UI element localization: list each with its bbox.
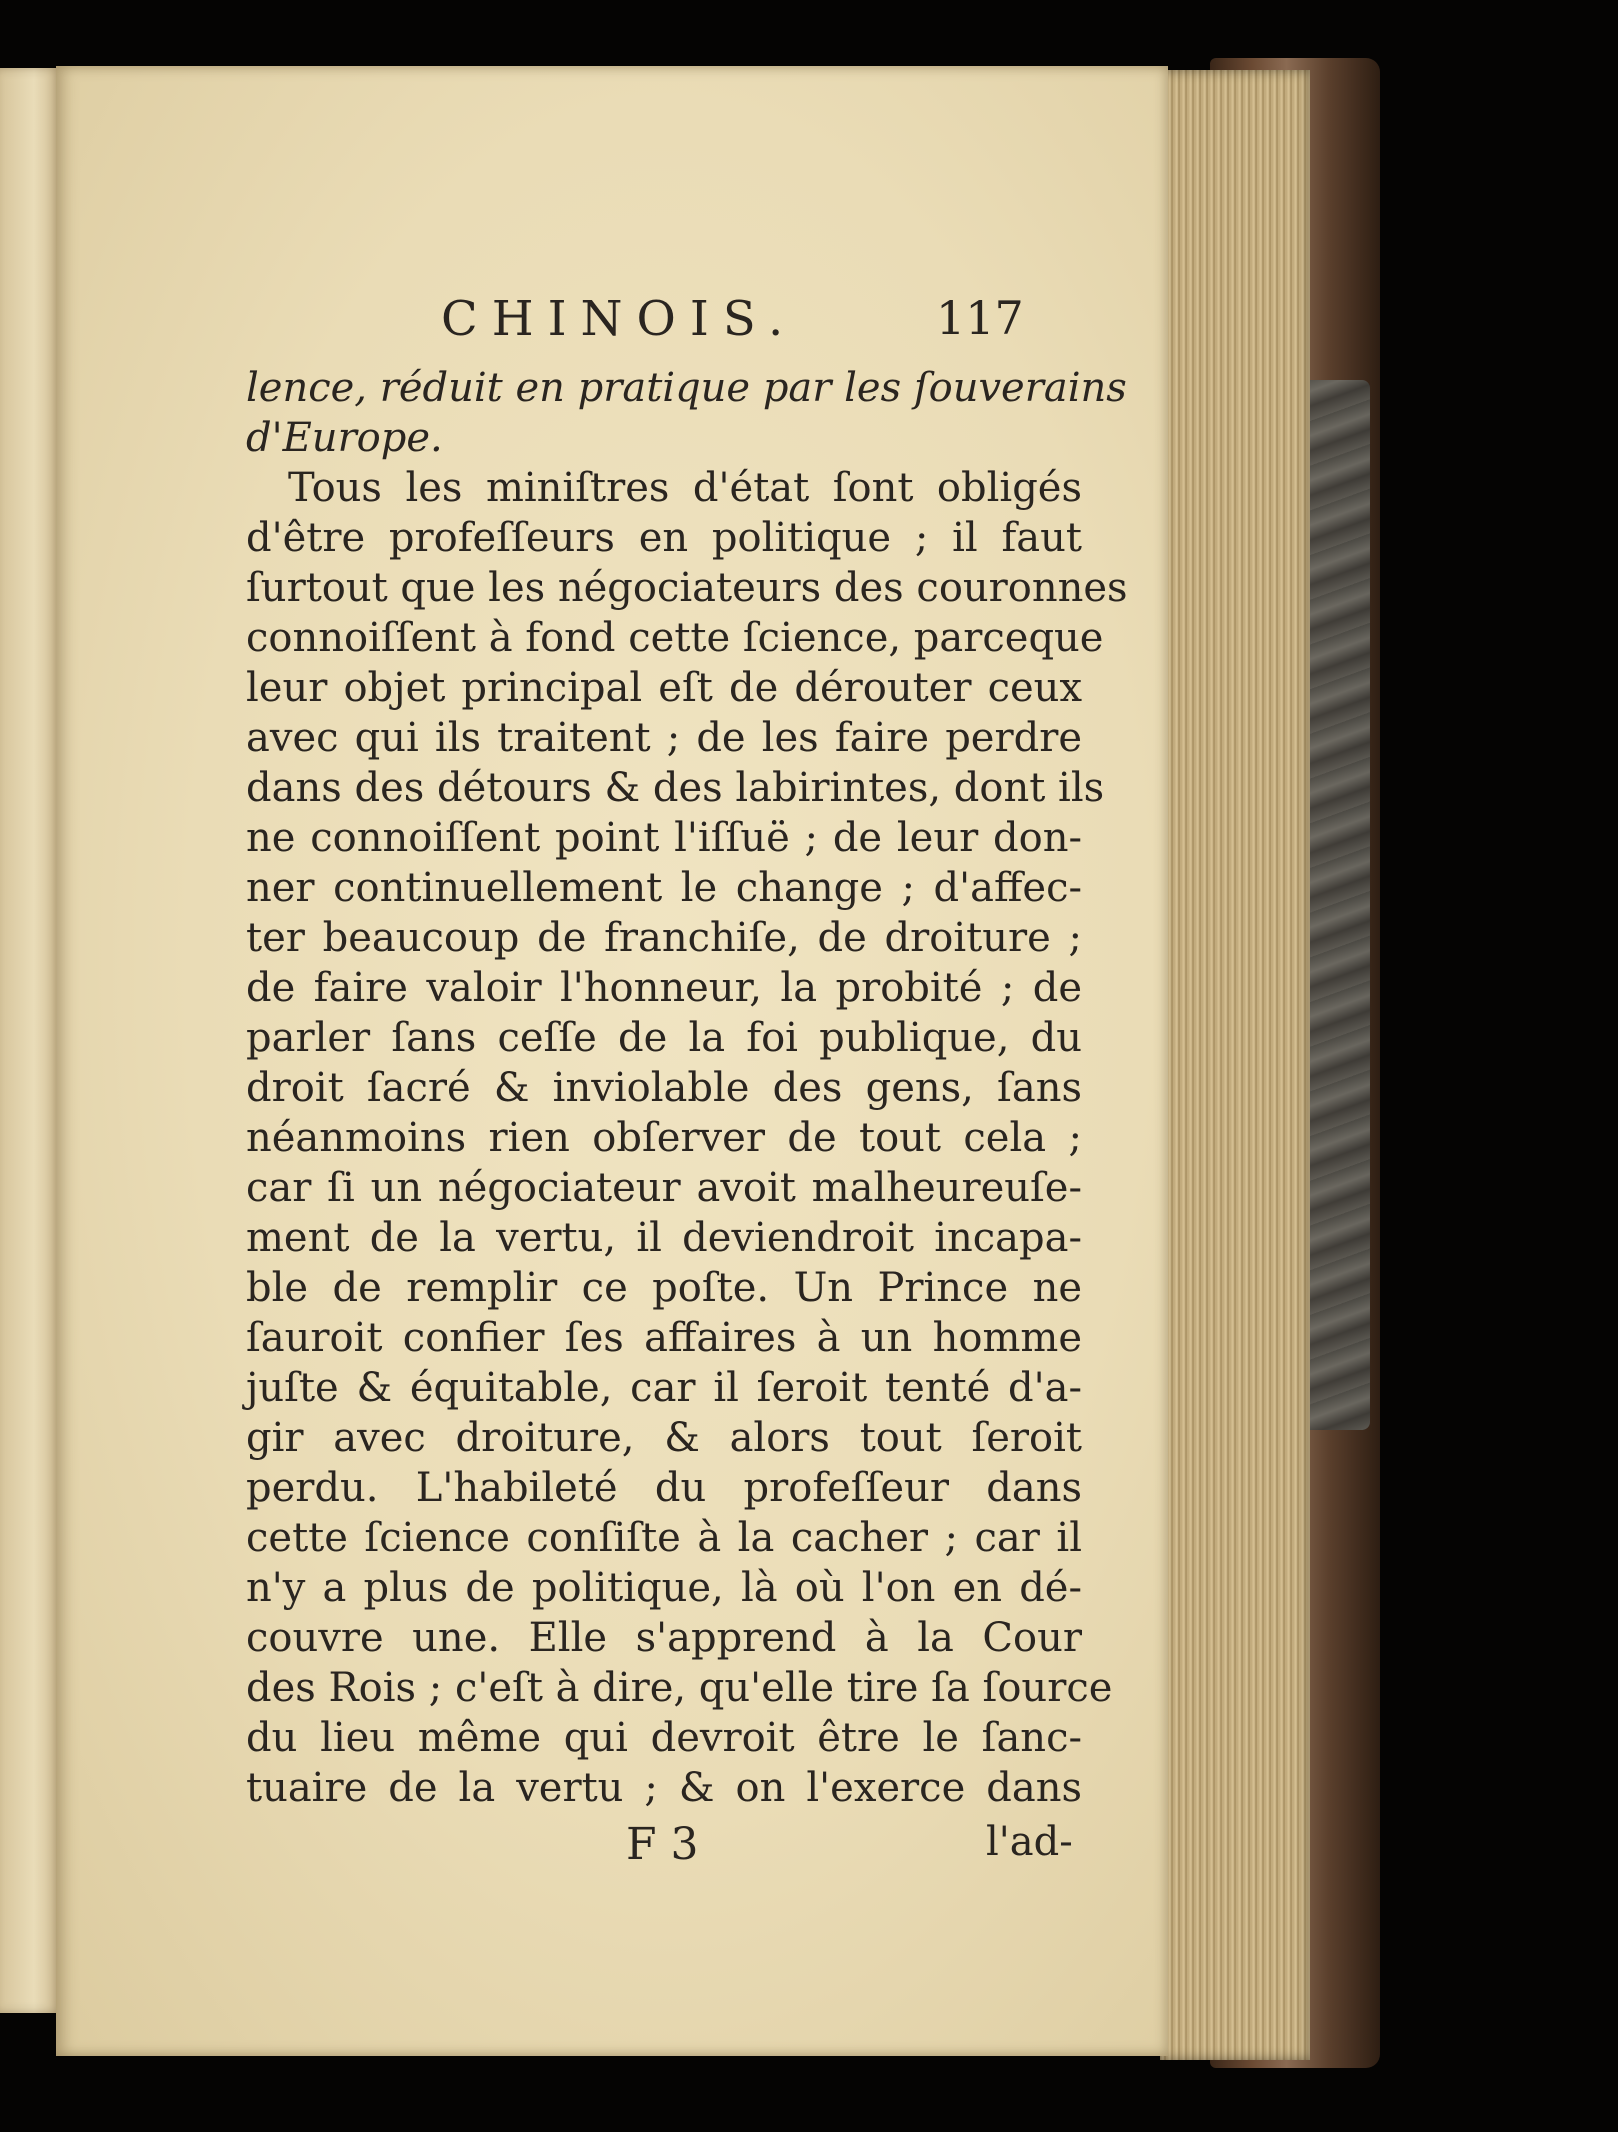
text-line: avec qui ils traitent ; de les faire perdre xyxy=(246,715,1082,761)
text-line: lence, réduit en pratique par les ſouverains xyxy=(246,365,1127,411)
text-line: ter beaucoup de franchiſe, de droiture ; xyxy=(246,915,1082,961)
page-footer xyxy=(246,1819,1096,1879)
text-line: d'Europe. xyxy=(246,415,443,461)
text-block xyxy=(246,291,1128,1879)
text-line: cette ſcience conſiſte à la cacher ; car il xyxy=(246,1515,1082,1561)
signature-mark: F 3 xyxy=(626,1819,699,1870)
text-line: juſte & équitable, car il ſeroit tenté d'a- xyxy=(246,1365,1082,1411)
text-line: couvre une. Elle s'apprend à la Cour xyxy=(246,1615,1082,1661)
text-line: ſauroit confier ſes affaires à un homme xyxy=(246,1315,1082,1361)
text-line: connoiſſent à fond cette ſcience, parceque xyxy=(246,615,1104,661)
left-page-edge xyxy=(0,68,62,2013)
text-line: de faire valoir l'honneur, la probité ; de xyxy=(246,965,1082,1011)
marbled-board xyxy=(1300,380,1370,1430)
body-text xyxy=(246,363,1128,1813)
text-line: tuaire de la vertu ; & on l'exerce dans xyxy=(246,1765,1082,1811)
text-line: car ſi un négociateur avoit malheureuſe- xyxy=(246,1165,1082,1211)
text-line: ment de la vertu, il deviendroit incapa- xyxy=(246,1215,1082,1261)
text-line: ne connoiſſent point l'iſſuë ; de leur don- xyxy=(246,815,1082,861)
text-line: ſurtout que les négociateurs des couronnes xyxy=(246,565,1128,611)
text-line: des Rois ; c'eſt à dire, qu'elle tire ſa ſource xyxy=(246,1665,1113,1711)
text-line: néanmoins rien obſerver de tout cela ; xyxy=(246,1115,1082,1161)
catchword: l'ad- xyxy=(986,1819,1073,1865)
text-line: ner continuellement le change ; d'affec- xyxy=(246,865,1082,911)
running-title: CHINOIS. xyxy=(441,291,798,347)
text-line: parler ſans ceſſe de la foi publique, du xyxy=(246,1015,1082,1061)
text-line: gir avec droiture, & alors tout ſeroit xyxy=(246,1415,1082,1461)
running-head xyxy=(246,291,1096,353)
text-line: du lieu même qui devroit être le ſanc- xyxy=(246,1715,1082,1761)
text-line: ble de remplir ce poſte. Un Prince ne xyxy=(246,1265,1082,1311)
text-line: n'y a plus de politique, là où l'on en dé- xyxy=(246,1565,1082,1611)
text-line: Tous les miniſtres d'état ſont obligés xyxy=(288,465,1082,511)
book-page xyxy=(56,66,1168,2056)
page-number: 117 xyxy=(936,291,1024,345)
page-edges xyxy=(1160,70,1310,2060)
text-line: dans des détours & des labirintes, dont ils xyxy=(246,765,1105,811)
text-line: perdu. L'habileté du profeſſeur dans xyxy=(246,1465,1082,1511)
text-line: d'être profeſſeurs en politique ; il faut xyxy=(246,515,1082,561)
text-line: droit ſacré & inviolable des gens, ſans xyxy=(246,1065,1082,1111)
text-line: leur objet principal eſt de dérouter ceux xyxy=(246,665,1082,711)
